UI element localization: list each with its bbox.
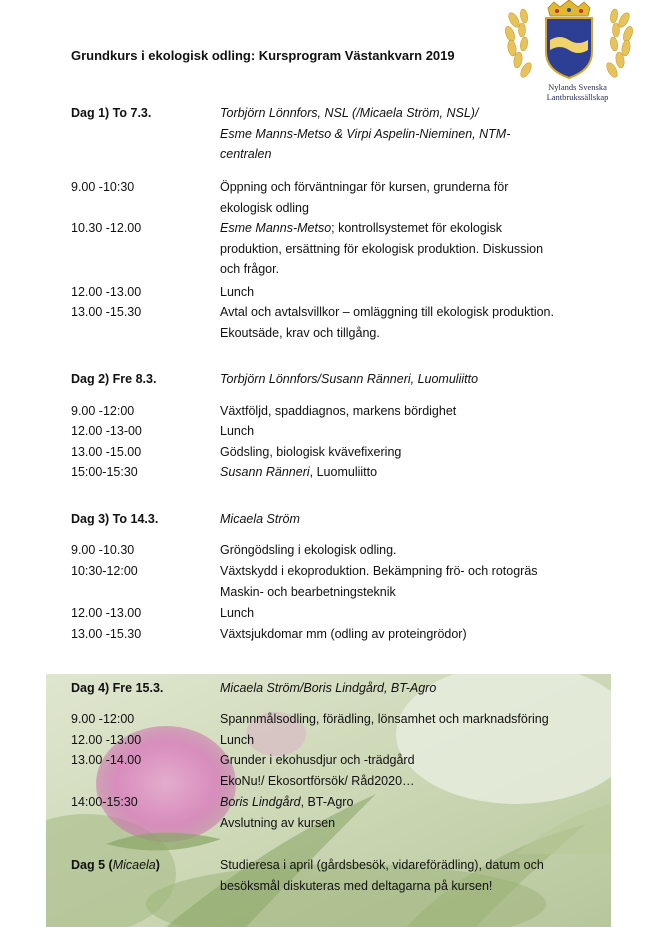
session-text: , BT-Agro bbox=[300, 795, 354, 809]
session-desc: Lunch bbox=[220, 285, 255, 299]
session-time: 15:00-15:30 bbox=[71, 465, 138, 479]
session-time: 10:30-12:00 bbox=[71, 564, 138, 578]
day-1-teachers bbox=[220, 103, 510, 165]
session-desc bbox=[220, 792, 353, 833]
logo-text bbox=[525, 82, 630, 102]
session-desc bbox=[220, 302, 554, 343]
session-line: Grunder i ekohusdjur och -trädgård bbox=[220, 753, 415, 767]
logo-line-1: Nylands Svenska bbox=[548, 82, 607, 92]
session-desc: Växtsjukdomar mm (odling av proteingrödor) bbox=[220, 627, 467, 641]
session-desc: Spannmålsodling, förädling, lönsamhet och marknadsföring bbox=[220, 712, 549, 726]
teacher-line: Esme Manns-Metso & Virpi Aspelin-Nieminen, NTM- bbox=[220, 126, 511, 141]
session-text: ; kontrollsystemet för ekologisk bbox=[331, 221, 503, 235]
session-desc: Växtföljd, spaddiagnos, markens bördighet bbox=[220, 404, 457, 418]
session-line: produktion, ersättning för ekologisk produktion. Diskussion bbox=[220, 241, 544, 256]
day-3-teachers: Micaela Ström bbox=[220, 512, 300, 526]
session-desc bbox=[220, 218, 543, 280]
session-line bbox=[220, 792, 353, 813]
session-line: Maskin- och bearbetningsteknik bbox=[220, 584, 396, 599]
session-desc bbox=[220, 177, 508, 218]
session-desc bbox=[220, 561, 538, 602]
session-line bbox=[220, 218, 543, 239]
session-line: Ekoutsäde, krav och tillgång. bbox=[220, 325, 380, 340]
session-time: 12.00 -13.00 bbox=[71, 285, 142, 299]
session-time: 13.00 -15.30 bbox=[71, 305, 142, 319]
logo-line-2: Lantbrukssällskap bbox=[546, 92, 609, 102]
session-time: 14:00-15:30 bbox=[71, 795, 138, 809]
session-line: Avslutning av kursen bbox=[220, 815, 336, 830]
session-line: besöksmål diskuteras med deltagarna på kursen! bbox=[220, 878, 493, 893]
day-5-suffix: ) bbox=[155, 858, 160, 872]
day-4-label: Dag 4) Fre 15.3. bbox=[71, 681, 164, 695]
page-title: Grundkurs i ekologisk odling: Kursprogram Västankvarn 2019 bbox=[71, 48, 455, 63]
day-2-teachers: Torbjörn Lönnfors/Susann Ränneri, Luomuliitto bbox=[220, 372, 479, 386]
day-5-name: Micaela bbox=[112, 858, 156, 872]
session-desc: Gröngödsling i ekologisk odling. bbox=[220, 543, 397, 557]
day-5-desc bbox=[220, 855, 544, 896]
session-desc bbox=[220, 465, 377, 479]
session-time: 13.00 -15.30 bbox=[71, 627, 142, 641]
session-time: 10.30 -12.00 bbox=[71, 221, 142, 235]
session-line: Avtal och avtalsvillkor – omläggning till ekologisk produktion. bbox=[220, 305, 554, 319]
day-3-label: Dag 3) To 14.3. bbox=[71, 512, 159, 526]
session-line: Studieresa i april (gårdsbesök, vidareförädling), datum och bbox=[220, 858, 544, 872]
session-line: Öppning och förväntningar för kursen, grunderna för bbox=[220, 180, 509, 194]
session-time: 9.00 -12:00 bbox=[71, 404, 135, 418]
day-5-prefix: Dag 5 ( bbox=[71, 858, 113, 872]
day-1-label: Dag 1) To 7.3. bbox=[71, 106, 152, 120]
session-line: ekologisk odling bbox=[220, 200, 309, 215]
session-time: 12.00 -13-00 bbox=[71, 424, 142, 438]
session-lead: Boris Lindgård bbox=[220, 795, 301, 809]
teacher-line: centralen bbox=[220, 147, 272, 161]
session-time: 9.00 -10:30 bbox=[71, 180, 135, 194]
teacher-line: Torbjörn Lönnfors, NSL (/Micaela Ström, NSL)/ bbox=[220, 106, 479, 120]
session-text: , Luomuliitto bbox=[309, 465, 378, 479]
session-line: och frågor. bbox=[220, 262, 280, 276]
session-lead: Susann Ränneri bbox=[220, 465, 310, 479]
session-desc: Gödsling, biologisk kvävefixering bbox=[220, 445, 402, 459]
session-time: 13.00 -14.00 bbox=[71, 753, 142, 767]
day-2-label: Dag 2) Fre 8.3. bbox=[71, 372, 157, 386]
session-time: 13.00 -15.00 bbox=[71, 445, 142, 459]
session-line: EkoNu!/ Ekosortförsök/ Råd2020… bbox=[220, 773, 415, 788]
session-lead: Esme Manns-Metso bbox=[220, 221, 332, 235]
session-time: 12.00 -13.00 bbox=[71, 733, 142, 747]
day-5-label bbox=[71, 858, 160, 872]
session-desc: Lunch bbox=[220, 733, 255, 747]
session-desc: Lunch bbox=[220, 424, 255, 438]
session-desc: Lunch bbox=[220, 606, 255, 620]
session-time: 9.00 -10.30 bbox=[71, 543, 135, 557]
session-time: 9.00 -12:00 bbox=[71, 712, 135, 726]
session-time: 12.00 -13.00 bbox=[71, 606, 142, 620]
session-desc bbox=[220, 750, 415, 791]
session-line: Växtskydd i ekoproduktion. Bekämpning frö- och rotogräs bbox=[220, 564, 538, 578]
day-4-teachers: Micaela Ström/Boris Lindgård, BT-Agro bbox=[220, 681, 437, 695]
